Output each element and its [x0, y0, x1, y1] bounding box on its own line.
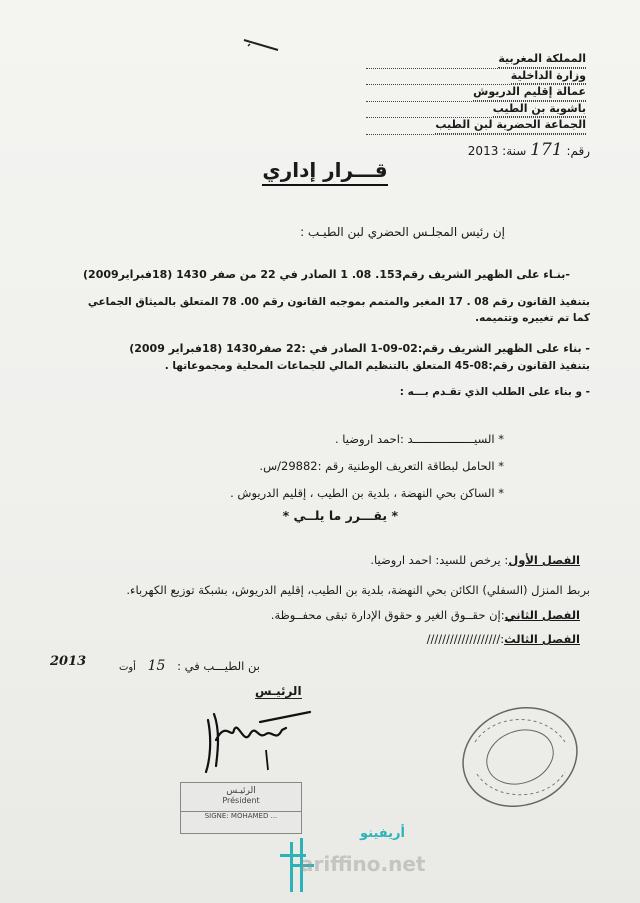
handwritten-signature: [200, 700, 320, 780]
watermark-text-ar: أريفينو: [360, 826, 405, 841]
date-month: أوت: [118, 662, 136, 673]
consideration-1: -بنـاء على الظهير الشريف رقم153. 08. 1 الصادر في 22 من صفر 1430 (18فبراير2009): [83, 268, 570, 281]
ref-number: 171: [530, 140, 563, 160]
watermark-text-lat: ariffino.net: [300, 852, 426, 876]
header-province: عمالة إقليم الدريوش: [473, 85, 586, 101]
header-pashalik: باشوية بن الطيب: [493, 102, 586, 118]
applicant-address: * الساكن بحي النهضة ، بلدية بن الطيب ، إقليم الدريوش .: [230, 486, 504, 500]
header-ministry: وزارة الداخلية: [511, 69, 586, 85]
article-1: [370, 553, 580, 567]
intro-line: إن رئيس المجلـس الحضري لبن الطيـب :: [300, 225, 505, 239]
document-title: قـــرار إداري: [240, 158, 410, 182]
consideration-3: كما تم تغييره وتتميمه.: [475, 312, 590, 324]
stamp-title-fr: Président: [222, 796, 260, 805]
consideration-5: بتنفيذ القانون رقم:08-45 المتعلق بالتنظيم المالي للجماعات المحلية ومجموعاتها .: [164, 360, 590, 372]
article-2: [271, 608, 580, 622]
header-kingdom: المملكة المغربية: [498, 52, 586, 68]
consideration-4: - بناء على الظهير الشريف رقم:02-09-1 الصادر في :22 صفر1430 (18فبراير 2009): [129, 342, 590, 355]
article-3-label: الفصل الثالث: [504, 632, 580, 646]
applicant-name: * السيــــــــــــــــــد :احمد اروضيا .: [334, 432, 504, 446]
article-1-label: الفصل الأول: [508, 553, 580, 567]
official-seal: [455, 702, 585, 812]
reference-line: [420, 140, 590, 160]
pen-stroke-mark: [242, 38, 280, 52]
consideration-6: - و بناء على الطلب الذي تقـدم بـــه :: [399, 386, 590, 398]
signatory-role: الرئيـس: [255, 684, 302, 698]
applicant-id: * الحامل لبطاقة التعريف الوطنية رقم :29882/س.: [259, 459, 504, 473]
letterhead: [366, 52, 586, 135]
header-commune: الجماعة الحضرية لبن الطيب: [435, 118, 586, 134]
stamp-signed: SIGNE: MOHAMED ...: [181, 811, 301, 820]
article-1-continued: بربط المنزل (السفلي) الكائن بحي النهضة، بلدية بن الطيب، إقليم الدريوش، بشبكة توزيع الكهرباء.: [126, 583, 590, 597]
ref-number-label: رقم:: [566, 144, 590, 158]
article-3-text: :///////////////////: [426, 632, 505, 646]
date-year: 2013: [50, 654, 87, 669]
article-2-text: :إن حقــوق الغير و حقوق الإدارة تبقى محفــوظة.: [270, 608, 505, 622]
article-1-text: : يرخص للسيد: احمد اروضيا.: [370, 553, 509, 567]
consideration-2: بتنفيذ القانون رقم 08 . 17 المغير والمتمم بموجبه القانون رقم 00. 78 المتعلق بالميثاق الجماعي: [87, 296, 590, 308]
ref-year: 2013: [467, 144, 499, 158]
stamp-title-ar: الرئيـس: [226, 786, 256, 796]
decides-line: * يقـــرر ما يلــي *: [282, 508, 398, 523]
article-3: [427, 632, 580, 646]
date-line: [119, 658, 260, 674]
date-day: 15: [147, 658, 166, 674]
article-2-label: الفصل الثاني: [504, 608, 580, 622]
date-place: بن الطيـــب في :: [177, 659, 260, 673]
ref-year-label: سنة:: [502, 144, 527, 158]
